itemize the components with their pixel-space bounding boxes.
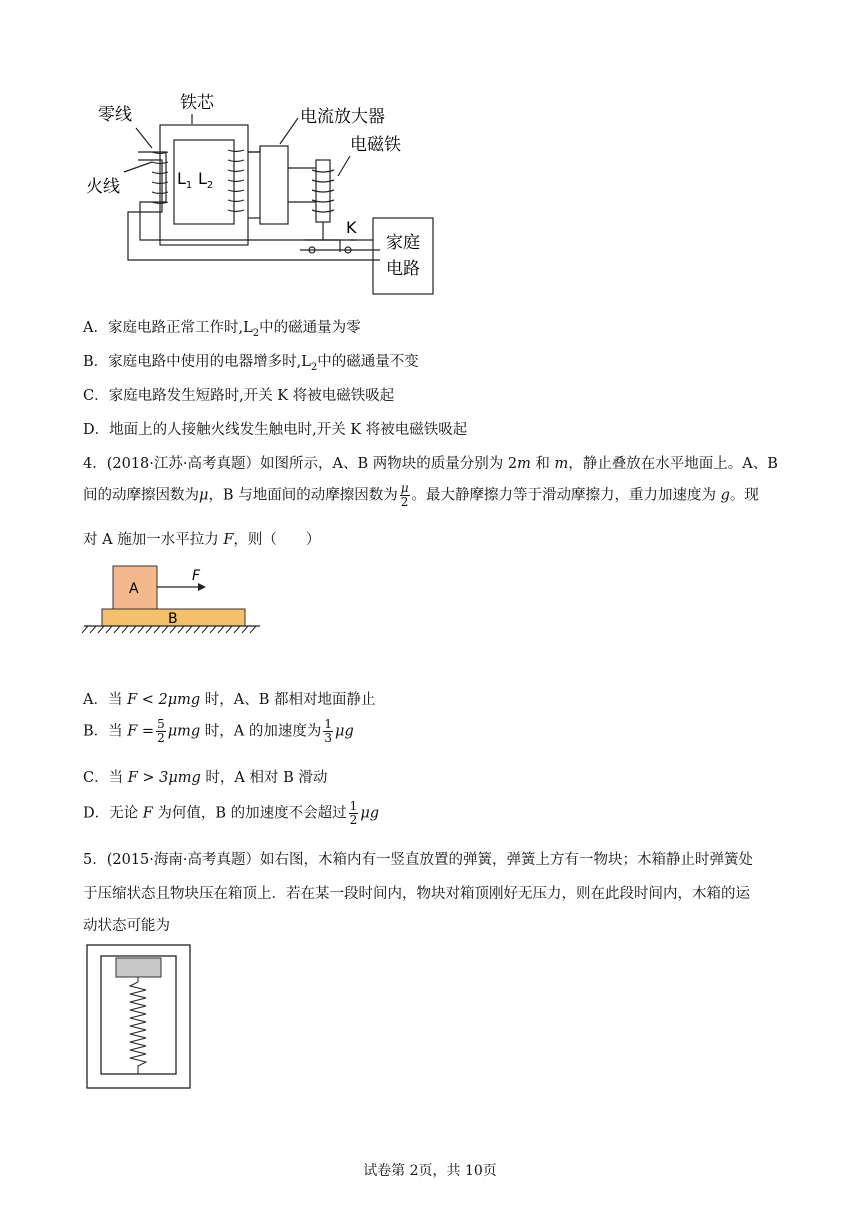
- label-switch: K: [346, 218, 357, 237]
- label-live: 火线: [86, 177, 120, 197]
- label-block-a: A: [129, 581, 139, 597]
- q3-option-a: A．家庭电路正常工作时$,L_2$中的磁通量为零: [83, 320, 361, 339]
- label-neutral: 零线: [98, 105, 132, 125]
- circuit-diagram: [80, 90, 440, 305]
- q3-option-b: B．家庭电路中使用的电器增多时$,L_2$中的磁通量不变: [83, 354, 419, 373]
- q3-option-c: C．家庭电路发生短路时,开关 K 将被电磁铁吸起: [83, 388, 395, 404]
- block: [116, 958, 161, 977]
- label-l1: $L_1$: [177, 169, 193, 191]
- q4-option-c: C．当 F > 3μmg 时，A 相对 B 滑动: [83, 770, 328, 786]
- label-block-b: B: [168, 611, 178, 627]
- box-spring-diagram: [86, 944, 192, 1090]
- q4-stem-line1: 4．(2018·江苏·高考真题）如图所示，A、B 两物块的质量分别为 2m 和 m，静止叠放在水平地面上。A、B: [83, 456, 778, 472]
- q4-stem-line3: 对 A 施加一水平拉力 F，则（ ）: [83, 532, 321, 548]
- q3-option-d: D．地面上的人接触火线发生触电时,开关 K 将被电磁铁吸起: [83, 422, 468, 438]
- q5-stem-line1: 5．(2015·海南·高考真题）如右图，木箱内有一竖直放置的弹簧，弹簧上方有一物块；木箱静止时弹簧处: [83, 852, 753, 868]
- label-home-2: 电路: [386, 259, 420, 279]
- blocks-diagram: [80, 560, 270, 638]
- label-amplifier: 电流放大器: [300, 107, 385, 127]
- label-force: F: [192, 568, 201, 584]
- label-l2: $L_2$: [198, 169, 214, 191]
- page-footer: 试卷第 2页，共 10页: [363, 1163, 497, 1179]
- spring: [130, 977, 146, 1074]
- q5-stem-line3: 动状态可能为: [83, 918, 170, 934]
- q5-stem-line2: 于压缩状态且物块压在箱顶上．若在某一段时间内，物块对箱顶刚好无压力，则在此段时间内，木箱的运: [83, 886, 750, 902]
- label-core: 铁芯: [180, 93, 214, 113]
- q4-option-d: D．无论 F 为何值，B 的加速度不会超过 $\frac{1}{2}$ μg: [83, 799, 380, 827]
- q4-stem-line2: 间的动摩擦因数为μ，B 与地面间的动摩擦因数为 $\frac{\mu}{2}$ 。最大静摩擦力等于滑动摩擦力，重力加速度为 g。现: [83, 481, 759, 509]
- label-electromagnet: 电磁铁: [350, 135, 401, 155]
- q4-option-b: B．当 F = $\frac{5}{2}$ μmg 时，A 的加速度为 $\frac{1}{3}$ μg: [83, 717, 354, 745]
- label-home-1: 家庭: [386, 233, 420, 253]
- q4-option-a: A．当 F < 2μmg 时，A、B 都相对地面静止: [83, 692, 376, 708]
